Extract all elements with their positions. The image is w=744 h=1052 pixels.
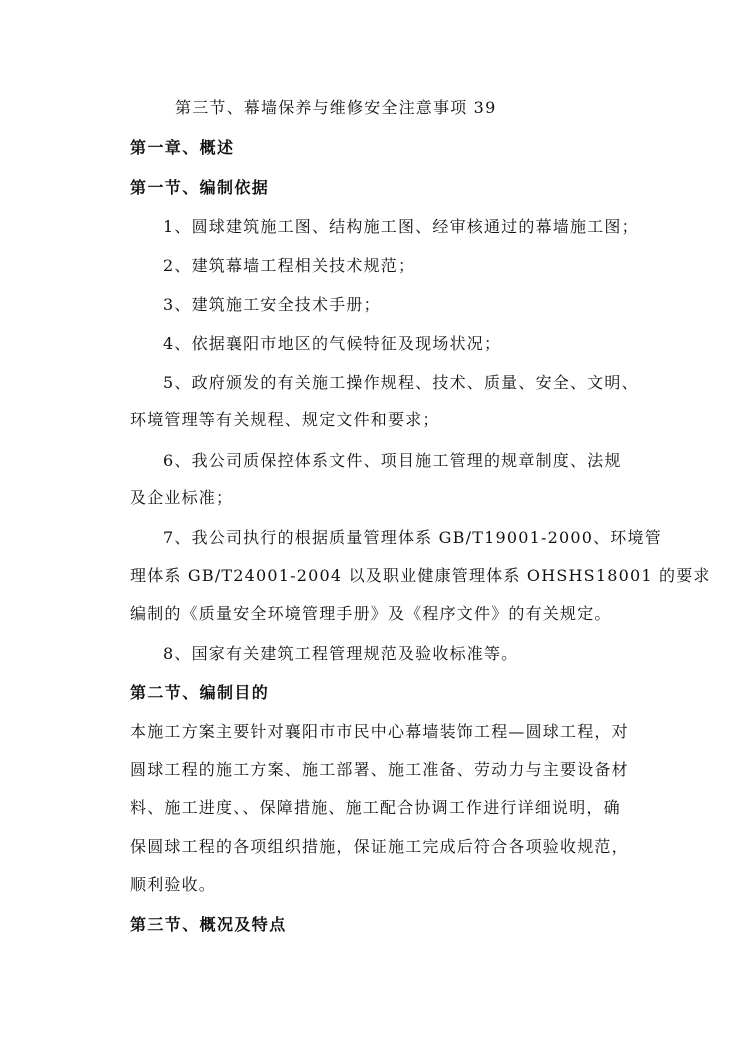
basis-item-6-line-2: 及企业标准；	[130, 488, 234, 507]
purpose-line-2: 圆球工程的施工方案、施工部署、施工准备、劳动力与主要设备材	[130, 760, 629, 779]
section-title-purpose: 第二节、编制目的	[130, 683, 270, 702]
basis-item-7-line-3: 编制的《质量安全环境管理手册》及《程序文件》的有关规定。	[130, 604, 612, 623]
chapter-title: 第一章、概述	[130, 138, 235, 157]
basis-item-6-line-1: 6、我公司质保控体系文件、项目施工管理的规章制度、法规	[163, 451, 622, 470]
basis-item-8: 8、国家有关建筑工程管理规范及验收标准等。	[163, 644, 519, 663]
basis-item-1: 1、圆球建筑施工图、结构施工图、经审核通过的幕墙施工图；	[163, 217, 639, 236]
purpose-line-1: 本施工方案主要针对襄阳市市民中心幕墙装饰工程—圆球工程，对	[130, 722, 629, 741]
basis-item-5-line-1: 5、政府颁发的有关施工操作规程、技术、质量、安全、文明、	[163, 373, 639, 392]
basis-item-7-line-2: 理体系 GB/T24001-2004 以及职业健康管理体系 OHSHS18001 的要求	[130, 566, 711, 585]
basis-item-7-line-1: 7、我公司执行的根据质量管理体系 GB/T19001-2000、环境管	[163, 528, 662, 547]
section-title-overview: 第三节、概况及特点	[130, 915, 287, 934]
basis-item-3: 3、建筑施工安全技术手册；	[163, 295, 381, 314]
toc-entry: 第三节、幕墙保养与维修安全注意事项 39	[175, 98, 497, 117]
basis-item-5-line-2: 环境管理等有关规程、规定文件和要求；	[130, 410, 440, 429]
purpose-line-4: 保圆球工程的各项组织措施，保证施工完成后符合各项验收规范，	[130, 837, 629, 856]
section-title-basis: 第一节、编制依据	[130, 178, 270, 197]
basis-item-4: 4、依据襄阳市地区的气候特征及现场状况；	[163, 334, 502, 353]
purpose-line-3: 料、施工进度、、保障措施、施工配合协调工作进行详细说明，确	[130, 798, 621, 817]
purpose-line-5: 顺利验收。	[130, 875, 217, 894]
basis-item-2: 2、建筑幕墙工程相关技术规范；	[163, 256, 416, 275]
